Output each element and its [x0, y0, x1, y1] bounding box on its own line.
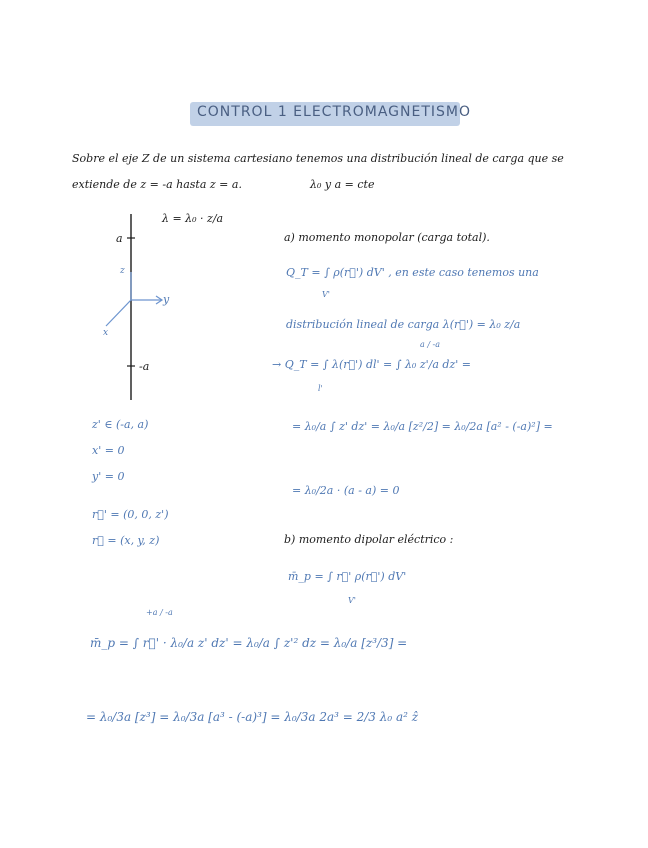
axis-y-label: y — [163, 293, 170, 306]
axis-x-label: x — [103, 328, 109, 338]
x-axis-line — [106, 300, 131, 326]
var-r-prime: r⃗' = (0, 0, z') — [92, 508, 169, 521]
intro-line-1: Sobre el eje Z de un sistema cartesiano tenemos una distribución lineal de carga que se — [72, 152, 564, 165]
lambda-definition: λ = λ₀ · z/a — [162, 212, 224, 225]
part-b-eq2: m̄_p = ∫ r⃗' · λ₀/a z' dz' = λ₀/a ∫ z'² dz = λ₀/a [z³/3] = — [90, 636, 408, 650]
part-b-eq1: m̄_p = ∫ r⃗' ρ(r⃗') dV' — [288, 570, 407, 583]
part-b-eq2-limits: +a / -a — [146, 608, 173, 617]
part-b-eq1-sub: V' — [348, 596, 356, 605]
part-a-eq1-sub: V' — [322, 290, 330, 299]
part-a-eq4: = λ₀/a ∫ z' dz' = λ₀/a [z²/2] = λ₀/2a [a² - (-a)²] = — [292, 420, 553, 433]
label-a-top: a — [116, 232, 123, 245]
part-a-eq3: → Q_T = ∫ λ(r⃗') dl' = ∫ λ₀ z'/a dz' = — [272, 358, 471, 371]
part-a-eq5: = λ₀/2a · (a - a) = 0 — [292, 484, 400, 497]
axis-z-label: z — [120, 266, 125, 276]
var-z-range: z' ∈ (-a, a) — [92, 418, 149, 431]
intro-line-2: extiende de z = -a hasta z = a. — [72, 178, 242, 191]
part-a-eq1: Q_T = ∫ ρ(r⃗') dV' , en este caso tenemos una — [286, 266, 539, 279]
intro-constants: λ₀ y a = cte — [310, 178, 375, 191]
part-a-heading: a) momento monopolar (carga total). — [284, 231, 490, 244]
part-a-eq3-sub: l' — [318, 384, 323, 393]
var-y-prime: y' = 0 — [92, 470, 125, 483]
part-b-heading: b) momento dipolar eléctrico : — [284, 533, 454, 546]
var-x-prime: x' = 0 — [92, 444, 125, 457]
page-title: CONTROL 1 ELECTROMAGNETISMO — [197, 104, 471, 120]
part-a-eq3-limits: a / -a — [420, 340, 441, 349]
label-a-bottom: -a — [139, 360, 150, 373]
part-a-line2: distribución lineal de carga λ(r⃗') = λ₀ z/a — [286, 318, 521, 331]
part-b-eq3: = λ₀/3a [z³] = λ₀/3a [a³ - (-a)³] = λ₀/3a 2a³ = 2/3 λ₀ a² ẑ — [86, 710, 419, 724]
var-r: r⃗ = (x, y, z) — [92, 534, 160, 547]
